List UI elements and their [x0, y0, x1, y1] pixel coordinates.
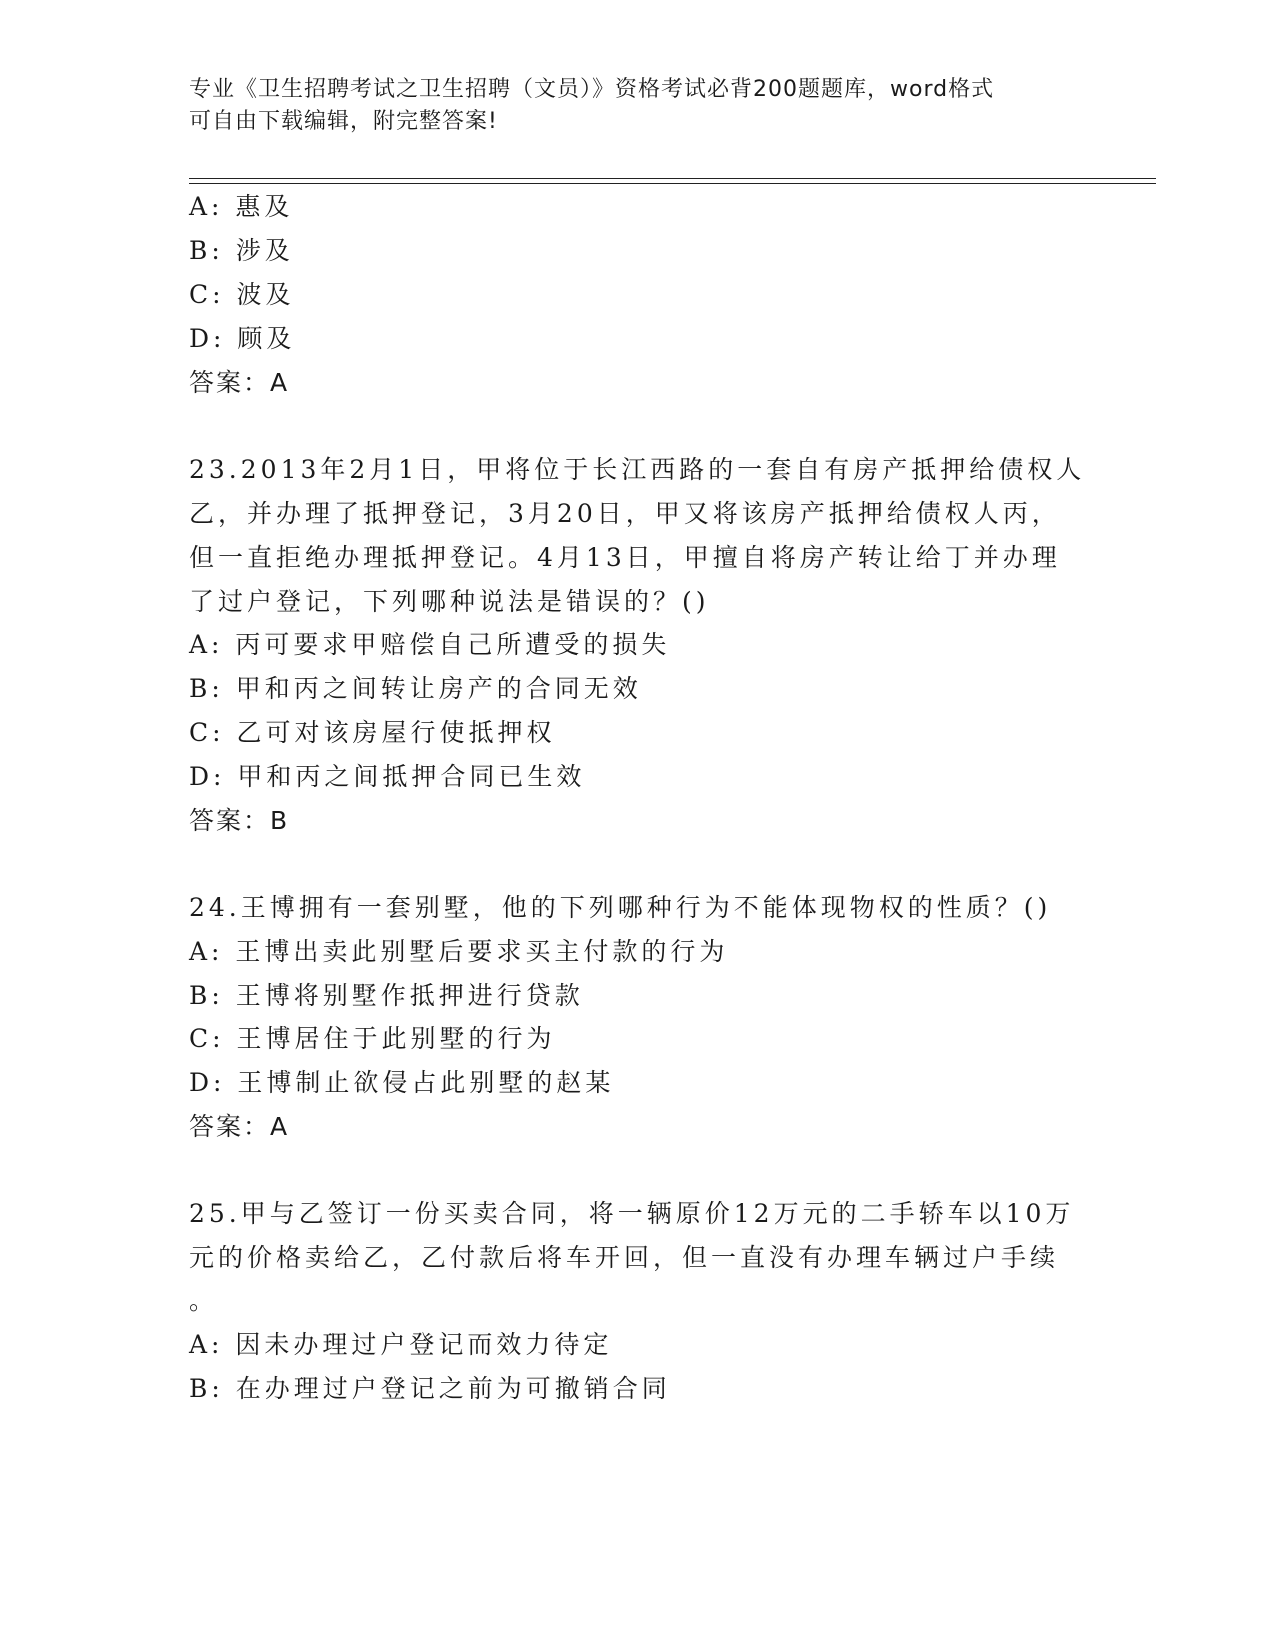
q22-option-c: C: 波及 [189, 280, 295, 309]
q24-option-c: C: 王博居住于此别墅的行为 [189, 1024, 556, 1053]
header-rule-top [189, 178, 1156, 179]
q24-option-b: B: 王博将别墅作抵押进行贷款 [189, 981, 584, 1010]
q23-stem-line-3: 但一直拒绝办理抵押登记。4月13日，甲擅自将房产转让给丁并办理 [189, 543, 1061, 572]
header-rule-bottom [189, 183, 1156, 184]
q22-option-d: D: 顾及 [189, 324, 296, 353]
header-line-2: 可自由下载编辑，附完整答案! [189, 109, 498, 134]
q23-option-c: C: 乙可对该房屋行使抵押权 [189, 718, 556, 747]
q23-option-a: A: 丙可要求甲赔偿自己所遭受的损失 [189, 630, 671, 659]
q23-stem-line-2: 乙，并办理了抵押登记，3月20日，甲又将该房产抵押给债权人丙， [189, 499, 1061, 528]
q25-stem-line-1: 25.甲与乙签订一份买卖合同，将一辆原价12万元的二手轿车以10万 [189, 1199, 1075, 1228]
q23-option-b: B: 甲和丙之间转让房产的合同无效 [189, 674, 642, 703]
header-line-1: 专业《卫生招聘考试之卫生招聘（文员）》资格考试必背200题题库，word格式 [189, 77, 995, 102]
q22-option-b: B: 涉及 [189, 236, 294, 265]
q24-option-d: D: 王博制止欲侵占此别墅的赵某 [189, 1068, 615, 1097]
q25-stem-line-2: 元的价格卖给乙，乙付款后将车开回，但一直没有办理车辆过户手续 [189, 1243, 1060, 1272]
q22-answer: 答案：A [189, 368, 290, 397]
q24-stem-line-1: 24.王博拥有一套别墅，他的下列哪种行为不能体现物权的性质？() [189, 893, 1052, 922]
q23-option-d: D: 甲和丙之间抵押合同已生效 [189, 762, 586, 791]
q25-stem-line-3: 。 [189, 1286, 219, 1315]
q25-option-b: B: 在办理过户登记之前为可撤销合同 [189, 1374, 671, 1403]
document-header [189, 74, 1069, 138]
q24-option-a: A: 王博出卖此别墅后要求买主付款的行为 [189, 937, 729, 966]
q22-option-a: A: 惠及 [189, 192, 294, 221]
q24-answer: 答案：A [189, 1112, 290, 1141]
q23-stem-line-1: 23.2013年2月1日，甲将位于长江西路的一套自有房产抵押给债权人 [189, 455, 1086, 484]
q25-option-a: A: 因未办理过户登记而效力待定 [189, 1330, 613, 1359]
q23-answer: 答案：B [189, 806, 290, 835]
q23-stem-line-4: 了过户登记，下列哪种说法是错误的？() [189, 587, 710, 616]
